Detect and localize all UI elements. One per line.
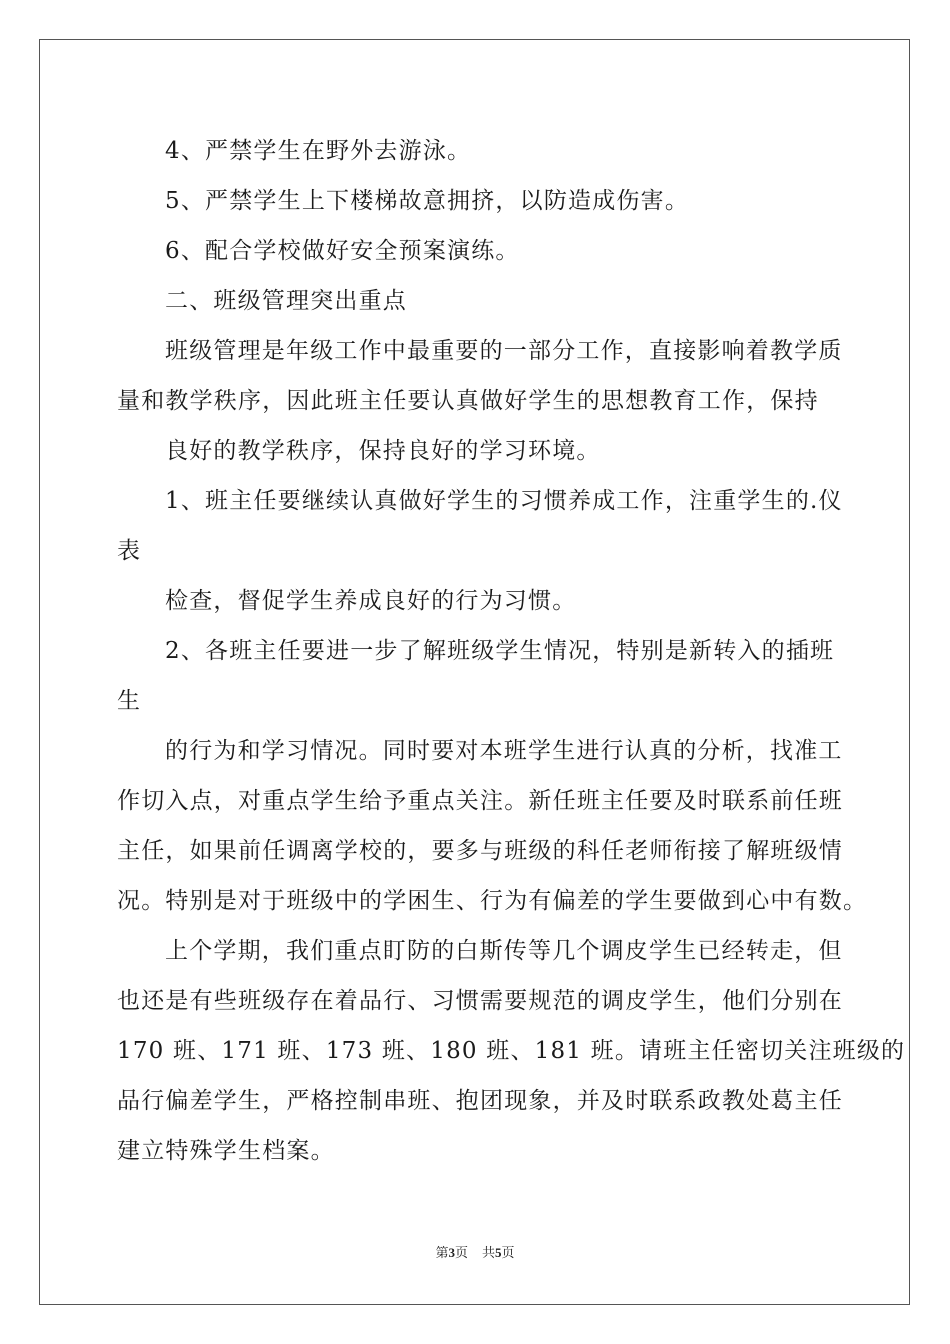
- text-line: 5、严禁学生上下楼梯故意拥挤，以防造成伤害。: [165, 188, 690, 214]
- text-line: 况。特别是对于班级中的学困生、行为有偏差的学生要做到心中有数。: [117, 888, 868, 914]
- text-line: 170 班、171 班、173 班、180 班、181 班。请班主任密切关注班级的: [117, 1038, 906, 1064]
- text-line: 也还是有些班级存在着品行、习惯需要规范的调皮学生，他们分别在: [117, 988, 843, 1014]
- text-line: 2、各班主任要进一步了解班级学生情况，特别是新转入的插班: [165, 638, 835, 664]
- text-line: 建立特殊学生档案。: [117, 1138, 335, 1164]
- text-line: 检查，督促学生养成良好的行为习惯。: [165, 588, 577, 614]
- text-line: 品行偏差学生，严格控制串班、抱团现象，并及时联系政教处葛主任: [117, 1088, 843, 1114]
- text-line: 班级管理是年级工作中最重要的一部分工作，直接影响着教学质: [165, 338, 843, 364]
- text-line: 量和教学秩序，因此班主任要认真做好学生的思想教育工作，保持: [117, 388, 819, 414]
- page-number-label: 第3页: [435, 1245, 468, 1260]
- text-line: 主任，如果前任调离学校的，要多与班级的科任老师衔接了解班级情: [117, 838, 843, 864]
- section-heading: 二、班级管理突出重点: [165, 288, 407, 314]
- page-total-label: 共5页: [482, 1245, 515, 1260]
- text-line: 作切入点，对重点学生给予重点关注。新任班主任要及时联系前任班: [117, 788, 843, 814]
- text-line: 6、配合学校做好安全预案演练。: [165, 238, 520, 264]
- text-line: 的行为和学习情况。同时要对本班学生进行认真的分析，找准工: [165, 738, 843, 764]
- text-line: 4、严禁学生在野外去游泳。: [165, 138, 472, 164]
- text-line: 生: [117, 688, 142, 714]
- text-line: 上个学期，我们重点盯防的白斯传等几个调皮学生已经转走，但: [165, 938, 843, 964]
- text-line: 良好的教学秩序，保持良好的学习环境。: [165, 438, 601, 464]
- text-line: 表: [117, 538, 142, 564]
- page-footer: [0, 1242, 950, 1261]
- text-line: 1、班主任要继续认真做好学生的习惯养成工作，注重学生的.仪: [165, 488, 843, 514]
